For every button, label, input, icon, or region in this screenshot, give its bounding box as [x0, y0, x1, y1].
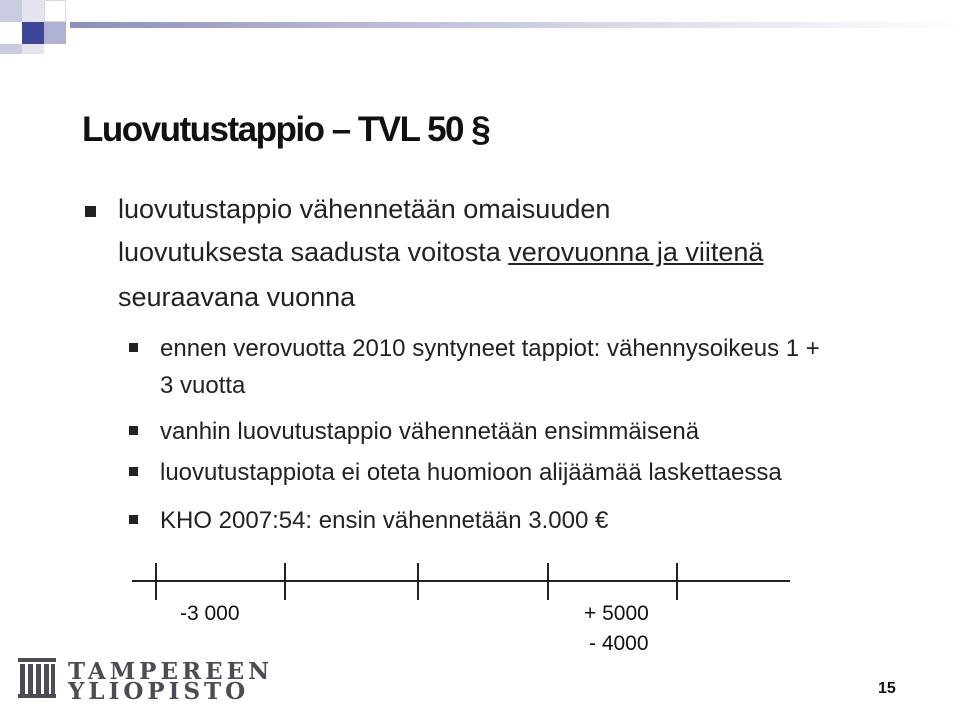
decor-square [44, 0, 66, 22]
decor-square [0, 0, 22, 22]
sub-bullet-1-line-2: 3 vuotta [160, 372, 246, 399]
bullet-square-icon [129, 467, 138, 476]
timeline-label-right-2: - 4000 [589, 632, 649, 655]
timeline-axis [132, 580, 790, 582]
timeline-tick [547, 563, 549, 600]
sub-bullet-3: luovutustappiota ei oteta huomioon alijäämää laskettaessa [160, 459, 782, 486]
decor-square [22, 44, 44, 54]
logo-line-1: TAMPEREEN [68, 658, 274, 685]
top-gradient-bar [70, 22, 960, 28]
main-bullet-line-2-text: luovutuksesta saadusta voitosta [118, 237, 509, 267]
decor-square [0, 44, 22, 54]
sub-bullet-2: vanhin luovutustappio vähennetään ensimmäisenä [160, 418, 700, 445]
timeline-label-right-1: + 5000 [584, 602, 649, 625]
bullet-square-icon [129, 515, 138, 524]
timeline-tick [155, 563, 157, 600]
decor-square [22, 22, 44, 44]
timeline-tick [676, 563, 678, 600]
main-bullet-underlined-text: verovuonna ja viitenä [508, 237, 764, 267]
main-bullet-line-2 [118, 237, 763, 268]
bullet-square-icon [129, 426, 138, 435]
corner-decoration [0, 0, 70, 56]
page-number: 15 [878, 680, 896, 697]
timeline-tick [284, 563, 286, 600]
sub-bullet-4: KHO 2007:54: ensin vähennetään 3.000 € [160, 507, 609, 534]
timeline-label-left: -3 000 [180, 602, 240, 625]
main-bullet-line-3: seuraavana vuonna [118, 282, 356, 312]
slide-title: Luovutustappio – TVL 50 § [82, 110, 490, 149]
bullet-square-icon [85, 206, 96, 217]
main-bullet-line-1: luovutustappio vähennetään omaisuuden [118, 194, 611, 224]
timeline-tick [417, 563, 419, 600]
logo-line-2: YLIOPISTO [68, 678, 250, 705]
sub-bullet-1-line-1: ennen verovuotta 2010 syntyneet tappiot: vähennysoikeus 1 + [160, 335, 820, 362]
university-emblem-icon [18, 658, 56, 698]
decor-square [0, 22, 22, 44]
decor-square [44, 22, 66, 44]
decor-square [22, 0, 44, 22]
bullet-square-icon [129, 343, 138, 352]
